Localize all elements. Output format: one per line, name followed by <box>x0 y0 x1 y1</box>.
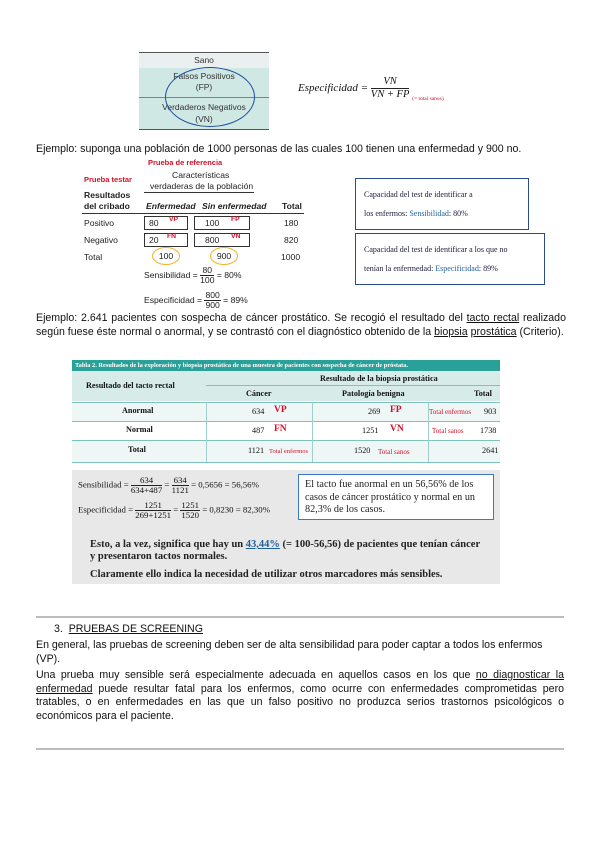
h-resultado-biopsia: Resultado de la biopsia prostática <box>320 374 438 383</box>
cell-vp: 80 VP <box>144 216 188 230</box>
table-2-title: Tabla 2. Resultados de la exploración y biopsia prostática de una muestra de pacientes con sospecha de cáncer de próstata. <box>72 360 500 371</box>
row-total-label: Total <box>84 252 103 262</box>
row-anormal-benigna: 269 <box>368 407 381 416</box>
formula-note: (= total sanos) <box>412 96 444 103</box>
tag-vn: VN <box>390 424 404 434</box>
sens-formula: Sensibilidad = $\frac{80}{100}$ = 80% <box>144 265 242 285</box>
tacto-note-box: El tacto fue anormal en un 56,56% de los casos de cáncer prostático y normal en un 82,3% de los casos. <box>298 474 494 520</box>
highlight-ellipse <box>165 67 255 127</box>
caracteristicas-1: Características <box>172 170 230 180</box>
example1-intro: Ejemplo: suponga una población de 1000 personas de las cuales 100 tienen una enfermedad y 900 no. <box>36 143 522 155</box>
total-enfermos-circle: 100 <box>152 247 180 265</box>
link-tacto-rectal[interactable]: tacto rectal <box>466 312 520 324</box>
row-sano: Sano <box>139 53 269 69</box>
link-biopsia[interactable]: biopsia <box>434 325 468 338</box>
tag-fn: FN <box>274 424 287 434</box>
h-resultado-tacto: Resultado del tacto rectal <box>86 381 175 390</box>
row-positivo-label: Positivo <box>84 218 115 228</box>
conclusion-2: y presentaron tactos normales. <box>90 551 228 562</box>
section3-p2: Una prueba muy sensible será especialmente adecuada en aquellos casos en los que no diagnosticar la enfermedad puede resultar fatal para los enfermos, como ocurre con enfermedades comprometidas pero tratables, o en enfermedades en las que un falso positivo no produzca serios trastornos psicológicos o económicos para el paciente. <box>36 669 564 722</box>
table-2 <box>72 360 500 462</box>
section3-number: 3. <box>54 623 63 635</box>
h-total: Total <box>474 389 492 398</box>
sens2-formula: Sensibilidad = $\frac{634}{634+487}$ = $\frac{634}{1121}$ = 0,5656 = 56,56% <box>78 475 259 495</box>
specificity-box: Capacidad del test de identificar a los que no tenían la enfermedad: Especificidad: 89% <box>355 233 545 285</box>
row-anormal-total: 903 <box>484 407 497 416</box>
row-negativo-total: 820 <box>284 235 299 245</box>
col-sin-enfermedad: Sin enfermedad <box>202 201 267 211</box>
esp2-formula: Especificidad = $\frac{1251}{269+1251}$ = $\frac{1251}{1520}$ = 0,8230 = 82,30% <box>78 500 271 520</box>
formula-lhs: Especificidad = <box>298 82 369 95</box>
row-normal-label: Normal <box>126 425 153 434</box>
row-total2-total: 2641 <box>482 446 499 455</box>
vn-abbr: (VN) <box>195 114 213 124</box>
fp-label: Falsos Positivos <box>173 71 235 81</box>
prueba-testar-label: Prueba testar <box>84 175 132 184</box>
specificity-formula <box>298 76 444 102</box>
section3-heading <box>54 623 203 637</box>
row-normal-total: 1738 <box>480 426 497 435</box>
row-total2-benigna-note: Total sanos <box>378 448 410 456</box>
col-enfermedad: Enfermedad <box>146 201 196 211</box>
example1-table <box>82 158 312 308</box>
h-patologia-benigna: Patología benigna <box>342 389 405 398</box>
vn-label: Verdaderos Negativos <box>162 102 246 112</box>
row-positivo-total: 180 <box>284 218 299 228</box>
total-sanos-circle: 900 <box>210 247 238 265</box>
row-total2-cancer: 1121 <box>248 446 265 455</box>
prueba-referencia-label: Prueba de referencia <box>148 158 223 167</box>
link-prostatica[interactable]: prostática <box>470 325 517 338</box>
example2-paragraph: Ejemplo: 2.641 pacientes con sospecha de cáncer prostático. Se recogió el resultado del tacto rectal realizado según fuese éste normal o anormal, y se contrastó con el diagnóstico obtenido de la biopsia prostática (Criterio). <box>36 312 566 338</box>
row-total2-label: Total <box>128 445 146 454</box>
caracteristicas-2: verdaderas de la población <box>150 181 254 191</box>
formula-den: VN + FP <box>370 89 410 100</box>
esp-formula: Especificidad = $\frac{800}{900}$ = 89% <box>144 290 248 310</box>
sensitivity-box: Capacidad del test de identificar a los enfermos: Sensibilidad: 80% <box>355 178 529 230</box>
conclusion-1: Esto, a la vez, significa que hay un 43,44% (= 100-56,56) de pacientes que tenían cáncer <box>90 539 481 550</box>
divider-bottom <box>36 748 564 750</box>
fp-abbr: (FP) <box>195 82 213 92</box>
link-43-44[interactable]: 43,44% <box>245 539 280 550</box>
resultados-2: del cribado <box>84 201 130 211</box>
conclusion-3: Claramente ello indica la necesidad de utilizar otros marcadores más sensibles. <box>90 569 443 580</box>
divider-top <box>36 616 564 618</box>
section3-title: PRUEBAS DE SCREENING <box>68 623 203 635</box>
tag-fp: FP <box>390 405 402 415</box>
h-cancer: Cáncer <box>246 389 272 398</box>
row-total-total: 1000 <box>281 252 301 262</box>
cell-fp: 100 FP <box>194 216 250 230</box>
section3-p1: En general, las pruebas de screening deben ser de alta sensibilidad para poder captar a todos los enfermos (VP). <box>36 639 543 665</box>
row-total2-cancer-note: Total enfermos <box>269 448 309 455</box>
link-no-diagnosticar[interactable]: no diagnosticar la <box>475 669 564 681</box>
row-normal-cancer: 487 <box>252 426 265 435</box>
outcome-diagram <box>139 52 269 130</box>
formula-num: VN <box>371 76 410 89</box>
link-enfermedad[interactable]: enfermedad <box>36 682 93 695</box>
cell-fn: 20 FN <box>144 233 188 247</box>
row-negativo-label: Negativo <box>84 235 118 245</box>
row-total2-benigna: 1520 <box>354 446 371 455</box>
col-rule <box>82 213 304 214</box>
note-total-sanos: Total sanos <box>432 427 464 435</box>
row-normal-benigna: 1251 <box>362 426 379 435</box>
row-anormal-label: Anormal <box>122 406 154 415</box>
tag-vp: VP <box>274 405 287 415</box>
row-anormal-cancer: 634 <box>252 407 265 416</box>
note-total-enfermos: Total enfermos <box>429 408 472 416</box>
cell-vn: 800 VN <box>194 233 250 247</box>
header-rule <box>144 192 254 193</box>
resultados-1: Resultados <box>84 190 131 200</box>
col-total: Total <box>282 201 302 211</box>
